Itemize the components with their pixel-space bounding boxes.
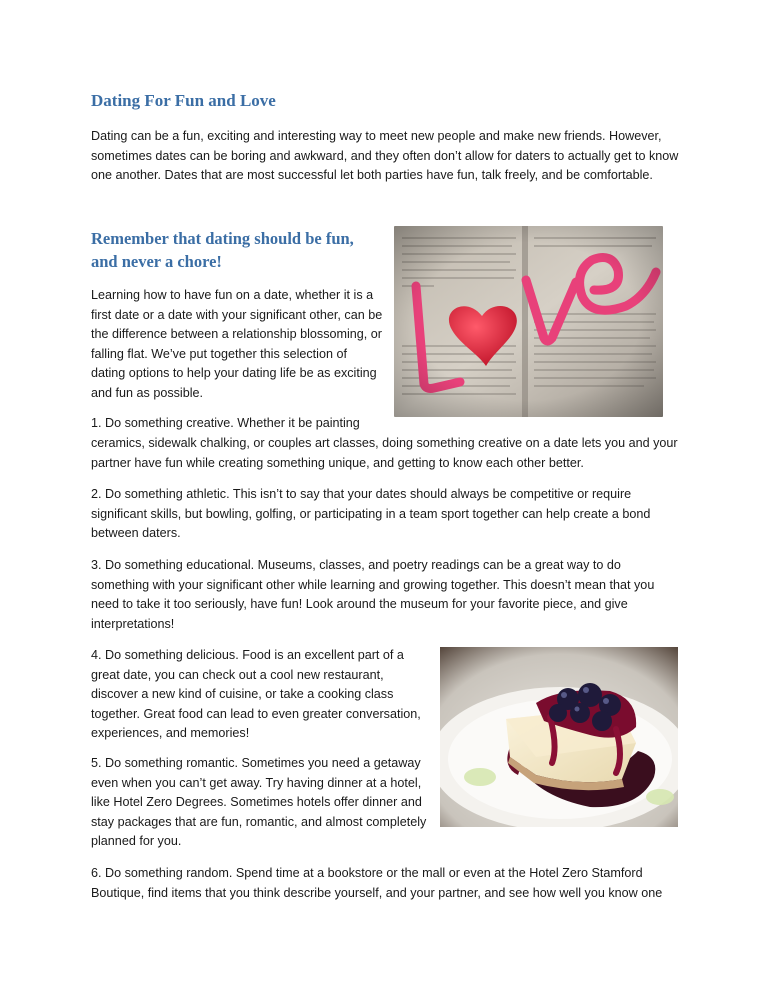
page-title: Dating For Fun and Love: [91, 91, 276, 110]
section-heading-line1: Remember that dating should be fun,: [91, 229, 354, 248]
intro-paragraph: Dating can be a fun, exciting and interesting way to meet new people and make new friends. However, sometimes dates can be boring and awkward, and they often don’t allow for daters to actually get to know one another. Dates that are most successful let both parties have fun, talk freely, and be comfortable.: [91, 129, 679, 183]
learning-paragraph: Learning how to have fun on a date, whether it is a first date or a date with your significant other, can be the difference between a relationship blossoming, or falling flat. We’ve put together this selection of dating options to help your dating life be as exciting and fun as possible.: [91, 288, 383, 400]
item-1-first-line: 1. Do something creative. Whether it be painting: [91, 416, 360, 430]
item-6-paragraph: 6. Do something random. Spend time at a bookstore or the mall or even at the Hotel Zero Stamford Boutique, find items that you think describe yourself, and your partner, and see how well you know one: [91, 866, 663, 900]
love-letters-on-book-image: [394, 226, 663, 417]
cheesecake-with-berries-image: [440, 647, 678, 827]
section-heading: [91, 227, 391, 273]
section-heading-line2: and never a chore!: [91, 252, 222, 271]
item-4-paragraph: 4. Do something delicious. Food is an excellent part of a great date, you can check out a cool new restaurant, discover a new kind of cuisine, or take a cooking class together. Great food can lead to even greater conversation, experiences, and memories!: [91, 648, 421, 741]
item-3-paragraph: 3. Do something educational. Museums, classes, and poetry readings can be a great way to do something with your significant other while learning and growing together. This doesn’t mean that you need to take it too seriously, have fun! Look around the museum for your favorite piece, and give interpretations!: [91, 558, 655, 631]
item-5-paragraph: 5. Do something romantic. Sometimes you need a getaway even when you can’t get away. Try having dinner at a hotel, like Hotel Zero Degrees. Sometimes hotels offer dinner and stay packages that are fun, romantic, and almost completely planned for you.: [91, 756, 427, 849]
item-1-rest: ceramics, sidewalk chalking, or couples art classes, doing something creative on a date lets you and your partner have fun while creating something unique, and getting to know each other better.: [91, 436, 678, 470]
item-2-paragraph: 2. Do something athletic. This isn’t to say that your dates should always be competitive or require significant skills, but bowling, golfing, or participating in a team sport together can help create a bond between daters.: [91, 487, 651, 541]
